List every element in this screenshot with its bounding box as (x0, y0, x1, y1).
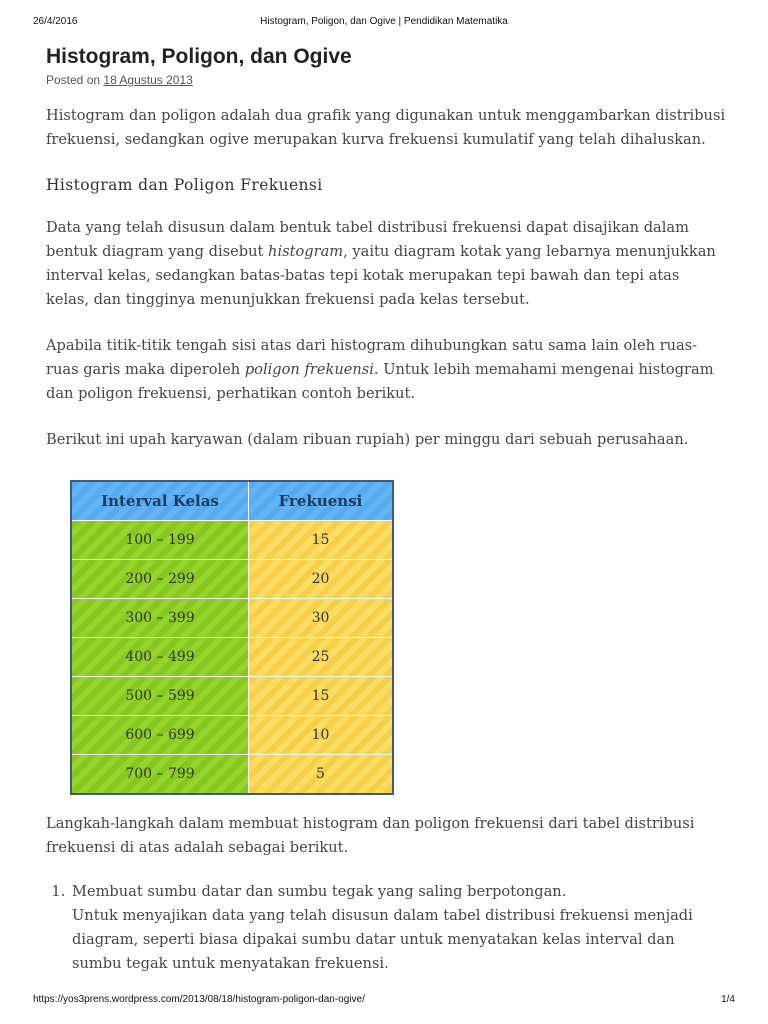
print-header (33, 16, 735, 30)
frequency-cell: 15 (249, 677, 394, 716)
para2-text-before: Data yang telah disusun dalam bentuk tabel distribusi frekuensi dapat disajikan dalam bentuk diagram yang disebut (46, 219, 689, 260)
interval-cell: 500 – 599 (71, 677, 249, 716)
section-heading: Histogram dan Poligon Frekuensi (46, 176, 323, 194)
table-row (71, 560, 393, 599)
intro-paragraph: Histogram dan poligon adalah dua grafik yang digunakan untuk menggambarkan distribusi frekuensi, sedangkan ogive merupakan kurva frekuensi kumulatif yang telah dihaluskan. (46, 107, 726, 148)
example-intro-paragraph: Berikut ini upah karyawan (dalam ribuan rupiah) per minggu dari sebuah perusahaan. (46, 431, 689, 448)
header-interval: Interval Kelas (71, 481, 249, 521)
steps-section (46, 812, 726, 976)
list-item (70, 880, 726, 976)
article-title: Histogram, Poligon, dan Ogive (46, 45, 352, 68)
steps-list (46, 880, 726, 976)
print-url: https://yos3prens.wordpress.com/2013/08/18/histogram-poligon-dan-ogive/ (33, 994, 365, 1005)
frequency-cell: 30 (249, 599, 394, 638)
article-body (46, 44, 726, 452)
frequency-cell: 15 (249, 521, 394, 560)
table-row (71, 638, 393, 677)
table-row (71, 677, 393, 716)
histogram-definition-paragraph (46, 216, 726, 312)
posted-on-label: Posted on (46, 73, 101, 87)
frequency-table (70, 480, 394, 795)
step-body: Untuk menyajikan data yang telah disusun dalam tabel distribusi frekuensi menjadi diagram, seperti biasa dipakai sumbu datar untuk menyatakan kelas interval dan sumbu tegak untuk menyatakan frekuensi. (72, 907, 693, 972)
page-counter: 1/4 (721, 994, 735, 1005)
table-header-row (71, 481, 393, 521)
table-row (71, 599, 393, 638)
table-row (71, 716, 393, 755)
step-title: 1. Membuat sumbu datar dan sumbu tegak yang saling berpotongan. (72, 883, 567, 900)
polygon-definition-paragraph (46, 334, 726, 406)
post-meta (46, 72, 726, 88)
frequency-cell: 10 (249, 716, 394, 755)
para2-text-after: , yaitu diagram kotak yang lebarnya menunjukkan interval kelas, sedangkan batas-batas tepi kotak merupakan tepi bawah dan tepi atas kelas, dan tingginya menunjukkan frekuensi pada kelas tersebut. (46, 243, 716, 308)
para3-text-after: . Untuk lebih memahami mengenai histogram dan poligon frekuensi, perhatikan contoh berikut. (46, 361, 714, 402)
histogram-term: histogram (268, 243, 344, 260)
frequency-cell: 5 (249, 755, 394, 795)
table-row (71, 521, 393, 560)
interval-cell: 100 – 199 (71, 521, 249, 560)
interval-cell: 700 – 799 (71, 755, 249, 795)
print-date: 26/4/2016 (33, 16, 78, 27)
steps-intro-paragraph: Langkah-langkah dalam membuat histogram dan poligon frekuensi dari tabel distribusi frekuensi di atas adalah sebagai berikut. (46, 815, 695, 856)
header-frequency: Frekuensi (249, 481, 394, 521)
polygon-term: poligon frekuensi (244, 361, 374, 378)
posted-date-link[interactable]: 18 Agustus 2013 (103, 73, 193, 87)
interval-cell: 600 – 699 (71, 716, 249, 755)
print-footer (33, 994, 735, 1008)
interval-cell: 200 – 299 (71, 560, 249, 599)
table-row (71, 755, 393, 795)
frequency-cell: 20 (249, 560, 394, 599)
print-page-title: Histogram, Poligon, dan Ogive | Pendidikan Matematika (260, 16, 508, 27)
interval-cell: 300 – 399 (71, 599, 249, 638)
interval-cell: 400 – 499 (71, 638, 249, 677)
frequency-cell: 25 (249, 638, 394, 677)
para3-text-before: Apabila titik-titik tengah sisi atas dari histogram dihubungkan satu sama lain oleh ruas-ruas garis maka diperoleh (46, 337, 698, 378)
